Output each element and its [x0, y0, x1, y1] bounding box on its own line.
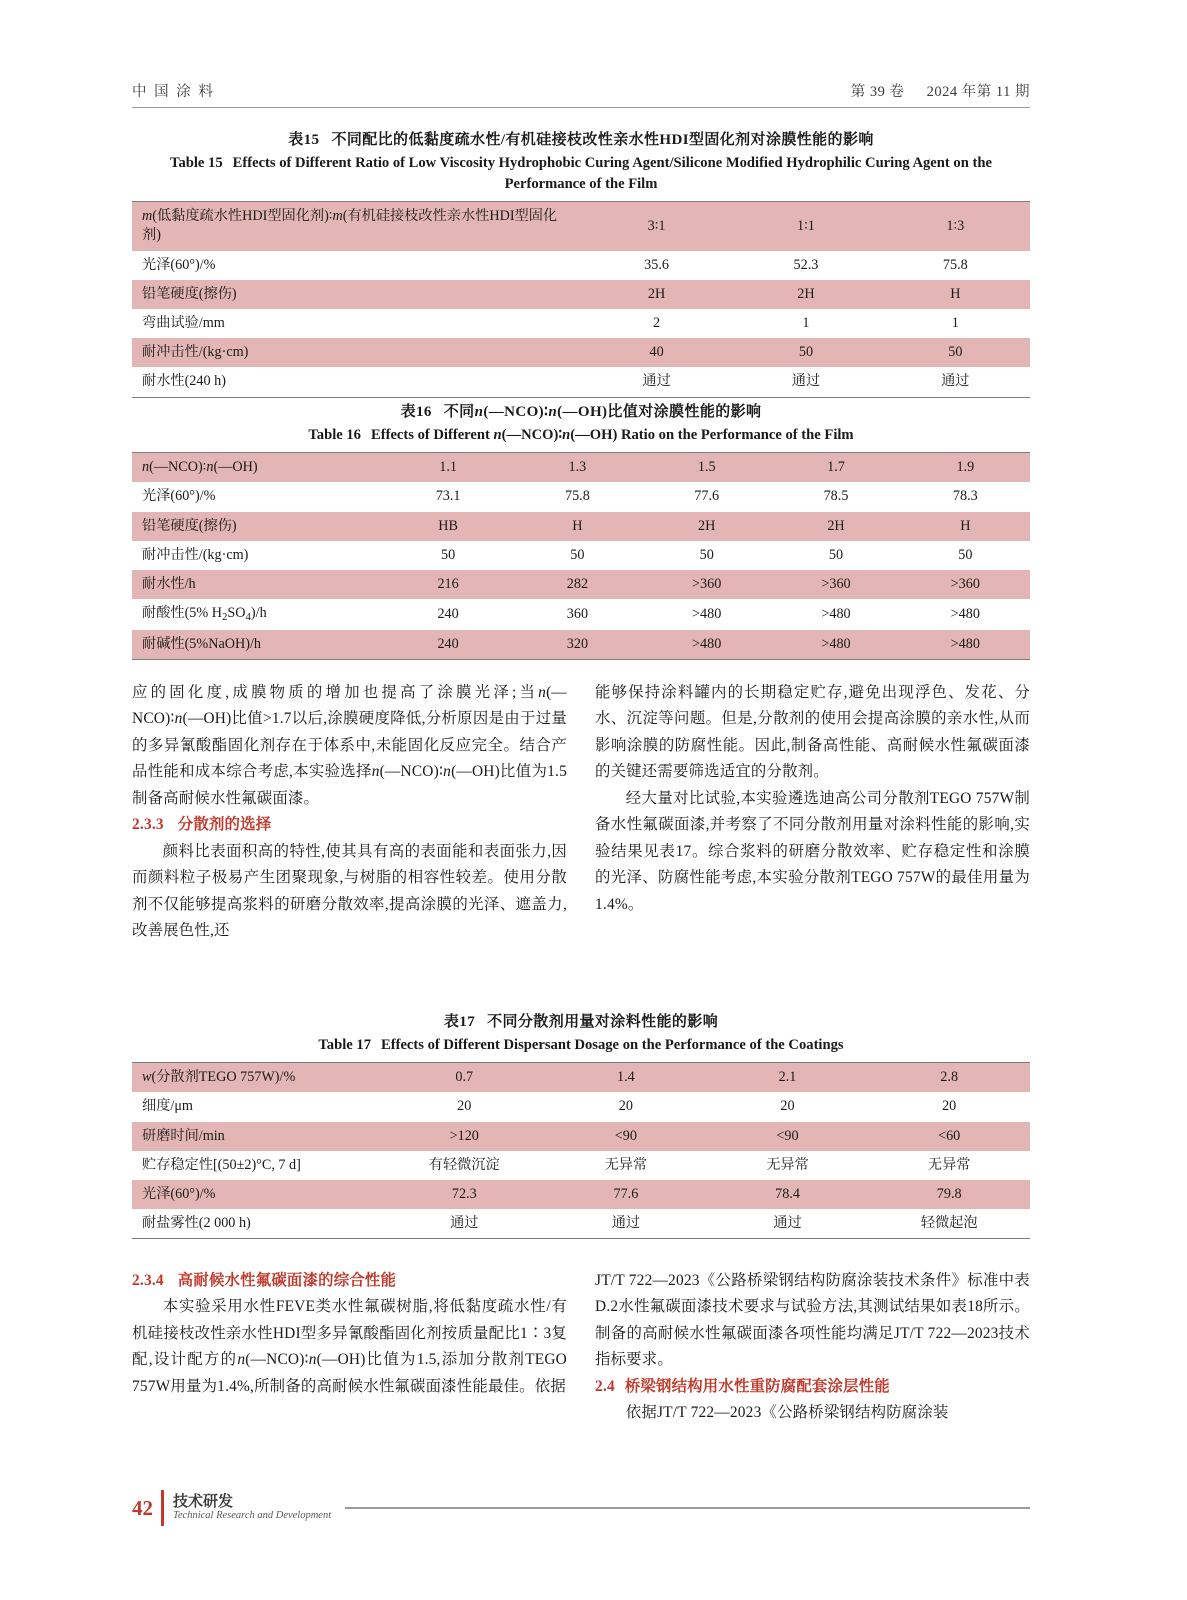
row-label: 耐酸性(5% $H_2SO_4)/h$: [132, 599, 383, 630]
cell: 78.3: [901, 482, 1030, 511]
cell: 35.6: [582, 251, 731, 280]
cell: 通过: [881, 367, 1030, 397]
cell: 50: [771, 541, 900, 570]
cell: <90: [707, 1122, 869, 1151]
table-16-number-en: Table 16: [308, 427, 361, 443]
cell: >120: [383, 1122, 545, 1151]
cell: >480: [642, 630, 771, 660]
cell: 20: [545, 1092, 707, 1121]
table-row: [132, 1122, 1030, 1151]
table-row: [132, 1151, 1030, 1180]
cell: 有轻微沉淀: [383, 1151, 545, 1180]
table-17-title-en: Effects of Different Dispersant Dosage on the Performance of the Coatings: [381, 1037, 844, 1053]
cell: 50: [731, 338, 880, 367]
paragraph: 能够保持涂料罐内的长期稳定贮存,避免出现浮色、发花、分水、沉淀等问题。但是,分散剂的使用会提高涂膜的亲水性,从而影响涂膜的防腐性能。因此,制备高性能、高耐候水性氟碳面漆的关键还需要筛选适宜的分散剂。: [595, 684, 1030, 781]
heading-2-3-4-number: 2.3.4: [132, 1272, 164, 1289]
cell: 通过: [383, 1209, 545, 1239]
cell: 77.6: [642, 482, 771, 511]
table-17-col-2: 1.4: [545, 1063, 707, 1093]
paragraph: 经大量对比试验,本实验遴选迪高公司分散剂TEGO 757W制备水性氟碳面漆,并考察了不同分散剂用量对涂料性能的影响,实验结果见表17。综合浆料的研磨分散效率、贮存稳定性和涂膜的光泽、防腐性能考虑,本实验分散剂TEGO 757W的最佳用量为1.4%。: [595, 789, 1030, 913]
table-16-block: [132, 400, 1030, 660]
cell: >480: [771, 599, 900, 630]
table-15: [132, 201, 1030, 397]
cell: 通过: [545, 1209, 707, 1239]
table-16-number-cn: 表16: [400, 404, 432, 420]
table-row: [132, 512, 1030, 541]
row-label: 耐冲击性/(kg·cm): [132, 338, 582, 367]
heading-2-4-number: 2.4: [595, 1377, 615, 1395]
table-17-col-4: 2.8: [868, 1063, 1030, 1093]
cell: 50: [901, 541, 1030, 570]
table-17-number-en: Table 17: [318, 1037, 371, 1053]
row-label: 细度/μm: [132, 1092, 383, 1121]
cell: 2H: [731, 280, 880, 309]
paragraph: 依据JT/T 722—2023《公路桥梁钢结构防腐涂装: [625, 1404, 949, 1422]
table-row-header: [132, 202, 1030, 251]
cell: 216: [383, 570, 512, 599]
table-15-col-1: 3∶1: [582, 202, 731, 251]
cell: 50: [881, 338, 1030, 367]
heading-2-3-4-text: 高耐候水性氟碳面漆的综合性能: [177, 1272, 397, 1289]
row-label: 铅笔硬度(擦伤): [132, 512, 383, 541]
table-17-caption-cn: [132, 1010, 1030, 1031]
cell: 40: [582, 338, 731, 367]
cell: 2H: [771, 512, 900, 541]
cell: 无异常: [707, 1151, 869, 1180]
row-label: 光泽(60°)/%: [132, 1180, 383, 1209]
footer-rule: [345, 1507, 1030, 1508]
paragraph: 本实验采用水性FEVE类水性氟碳树脂,将低黏度疏水性/有机硅接枝改性亲水性HDI型多异氰酸酯固化剂按质量配比1∶3复配,设计配方的n(—NCO)∶n(—OH)比值为1.5,添加分散剂TEGO 757W用量为1.4%,所制备的高耐候水性氟碳面漆性能最佳。依据: [132, 1298, 567, 1395]
cell: 20: [868, 1092, 1030, 1121]
footer-accent-bar: [161, 1490, 164, 1526]
cell: 282: [513, 570, 642, 599]
cell: HB: [383, 512, 512, 541]
row-label: 研磨时间/min: [132, 1122, 383, 1151]
table-17-caption-en: [132, 1035, 1030, 1056]
page-number: 42: [132, 1495, 153, 1520]
cell: >480: [901, 599, 1030, 630]
table-16-header-label: n(—NCO)∶n(—OH): [132, 453, 383, 483]
cell: 75.8: [513, 482, 642, 511]
cell: H: [901, 512, 1030, 541]
table-row-header: [132, 453, 1030, 483]
body-left-lower: [132, 1268, 567, 1400]
cell: 通过: [582, 367, 731, 397]
cell: 20: [383, 1092, 545, 1121]
volume-label: 第 39 卷: [850, 84, 905, 100]
cell: H: [881, 280, 1030, 309]
table-row: [132, 367, 1030, 397]
row-label: 耐水性(240 h): [132, 367, 582, 397]
cell: >480: [901, 630, 1030, 660]
row-label: 耐冲击性/(kg·cm): [132, 541, 383, 570]
table-16-title-cn: 不同n(—NCO)∶n(—OH)比值对涂膜性能的影响: [443, 404, 762, 420]
cell: 50: [642, 541, 771, 570]
cell: 20: [707, 1092, 869, 1121]
footer-section-en: Technical Research and Development: [173, 1510, 332, 1522]
cell: 73.1: [383, 482, 512, 511]
table-row: [132, 309, 1030, 338]
table-15-title-cn: 不同配比的低黏度疏水性/有机硅接枝改性亲水性HDI型固化剂对涂膜性能的影响: [331, 132, 874, 148]
cell: 无异常: [868, 1151, 1030, 1180]
heading-2-3-4: [132, 1268, 567, 1294]
table-16-col-5: 1.9: [901, 453, 1030, 483]
table-row: [132, 280, 1030, 309]
footer-section-cn: 技术研发: [173, 1493, 234, 1510]
table-15-number-en: Table 15: [170, 155, 223, 171]
table-15-col-3: 1∶3: [881, 202, 1030, 251]
paragraph: 颜料比表面积高的特性,使其具有高的表面能和表面张力,因而颜料粒子极易产生团聚现象,与树脂的相容性较差。使用分散剂不仅能够提高浆料的研磨分散效率,提高涂膜的光泽、遮盖力,改善展色性,还: [132, 842, 567, 940]
table-row: [132, 1092, 1030, 1121]
cell: 1: [731, 309, 880, 338]
heading-2-3-3-text: 分散剂的选择: [177, 816, 272, 834]
table-row: [132, 541, 1030, 570]
table-15-col-2: 1∶1: [731, 202, 880, 251]
table-17-header-label: w(分散剂TEGO 757W)/%: [132, 1063, 383, 1093]
cell: 240: [383, 630, 512, 660]
cell: 52.3: [731, 251, 880, 280]
table-row: [132, 599, 1030, 630]
paragraph: JT/T 722—2023《公路桥梁钢结构防腐涂装技术条件》标准中表D.2水性氟碳面漆技术要求与试验方法,其测试结果如表18所示。制备的高耐候水性氟碳面漆各项性能均满足JT/T 722—2023技术指标要求。: [595, 1272, 1030, 1369]
cell: 1: [881, 309, 1030, 338]
heading-2-3-3: [132, 812, 567, 838]
cell: 72.3: [383, 1180, 545, 1209]
cell: >360: [901, 570, 1030, 599]
page-footer: [132, 1490, 1030, 1526]
cell: 240: [383, 599, 512, 630]
cell: 78.4: [707, 1180, 869, 1209]
row-label: 光泽(60°)/%: [132, 251, 582, 280]
table-16-caption-cn: [132, 400, 1030, 421]
cell: 75.8: [881, 251, 1030, 280]
table-16-caption-en: [132, 425, 1030, 446]
journal-name: 中 国 涂 料: [132, 84, 215, 100]
cell: 50: [383, 541, 512, 570]
table-15-header-label: m(低黏度疏水性HDI型固化剂)∶m(有机硅接枝改性亲水性HDI型固化剂): [132, 202, 582, 251]
cell: >480: [642, 599, 771, 630]
table-15-caption-cn: [132, 128, 1030, 149]
table-17-block: [132, 1010, 1030, 1239]
cell: 2H: [582, 280, 731, 309]
cell: 通过: [731, 367, 880, 397]
table-row: [132, 338, 1030, 367]
cell: 无异常: [545, 1151, 707, 1180]
cell: 79.8: [868, 1180, 1030, 1209]
row-label: 铅笔硬度(擦伤): [132, 280, 582, 309]
cell: H: [513, 512, 642, 541]
table-15-block: [132, 128, 1030, 398]
cell: >480: [771, 630, 900, 660]
table-15-caption-en: [132, 153, 1030, 195]
table-17-number-cn: 表17: [443, 1014, 476, 1030]
row-label: 耐盐雾性(2 000 h): [132, 1209, 383, 1239]
table-16: [132, 452, 1030, 660]
row-label: 贮存稳定性[(50±2)°C, 7 d]: [132, 1151, 383, 1180]
cell: 320: [513, 630, 642, 660]
cell: <90: [545, 1122, 707, 1151]
body-left-upper: [132, 680, 567, 945]
cell: 2: [582, 309, 731, 338]
heading-2-4-text: 桥梁钢结构用水性重防腐配套涂层性能: [624, 1377, 890, 1395]
row-label: 弯曲试验/mm: [132, 309, 582, 338]
cell: 77.6: [545, 1180, 707, 1209]
heading-2-3-3-number: 2.3.3: [132, 816, 164, 834]
table-16-col-4: 1.7: [771, 453, 900, 483]
table-17-col-1: 0.7: [383, 1063, 545, 1093]
cell: 360: [513, 599, 642, 630]
body-right-lower: [595, 1268, 1030, 1427]
table-row: [132, 1209, 1030, 1239]
row-label: 光泽(60°)/%: [132, 482, 383, 511]
table-row: [132, 570, 1030, 599]
cell: >360: [771, 570, 900, 599]
heading-2-4: [595, 1374, 1030, 1400]
paragraph: 应的固化度,成膜物质的增加也提高了涂膜光泽;当n(—NCO)∶n(—OH)比值>1.7以后,涂膜硬度降低,分析原因是由于过量的多异氰酸酯固化剂存在于体系中,未能固化反应完全。结合产品性能和成本综合考虑,本实验选择n(—NCO)∶n(—OH)比值为1.5制备高耐候水性氟碳面漆。: [132, 684, 567, 807]
table-15-number-cn: 表15: [288, 132, 320, 148]
table-row: [132, 630, 1030, 660]
issue-label: 2024 年第 11 期: [926, 84, 1030, 100]
table-17-title-cn: 不同分散剂用量对涂料性能的影响: [487, 1014, 719, 1030]
table-17-col-3: 2.1: [707, 1063, 869, 1093]
table-16-col-3: 1.5: [642, 453, 771, 483]
table-row-header: [132, 1063, 1030, 1093]
table-16-title-en: Effects of Different n(—NCO)∶n(—OH) Ratio on the Performance of the Film: [370, 427, 854, 443]
table-15-title-en: Effects of Different Ratio of Low Viscosity Hydrophobic Curing Agent/Silicone Modified Hydrophilic Curing Agent on the Performance of the Film: [232, 155, 992, 193]
table-17: [132, 1062, 1030, 1239]
row-label: 耐水性/h: [132, 570, 383, 599]
body-right-upper: [595, 680, 1030, 918]
cell: 轻微起泡: [868, 1209, 1030, 1239]
row-label: 耐碱性(5%NaOH)/h: [132, 630, 383, 660]
cell: 78.5: [771, 482, 900, 511]
table-row: [132, 251, 1030, 280]
cell: 50: [513, 541, 642, 570]
cell: 通过: [707, 1209, 869, 1239]
table-row: [132, 1180, 1030, 1209]
table-row: [132, 482, 1030, 511]
cell: <60: [868, 1122, 1030, 1151]
issue-info: [833, 80, 1030, 101]
running-head: [132, 80, 1030, 108]
table-16-col-2: 1.3: [513, 453, 642, 483]
cell: >360: [642, 570, 771, 599]
table-16-col-1: 1.1: [383, 453, 512, 483]
cell: 2H: [642, 512, 771, 541]
